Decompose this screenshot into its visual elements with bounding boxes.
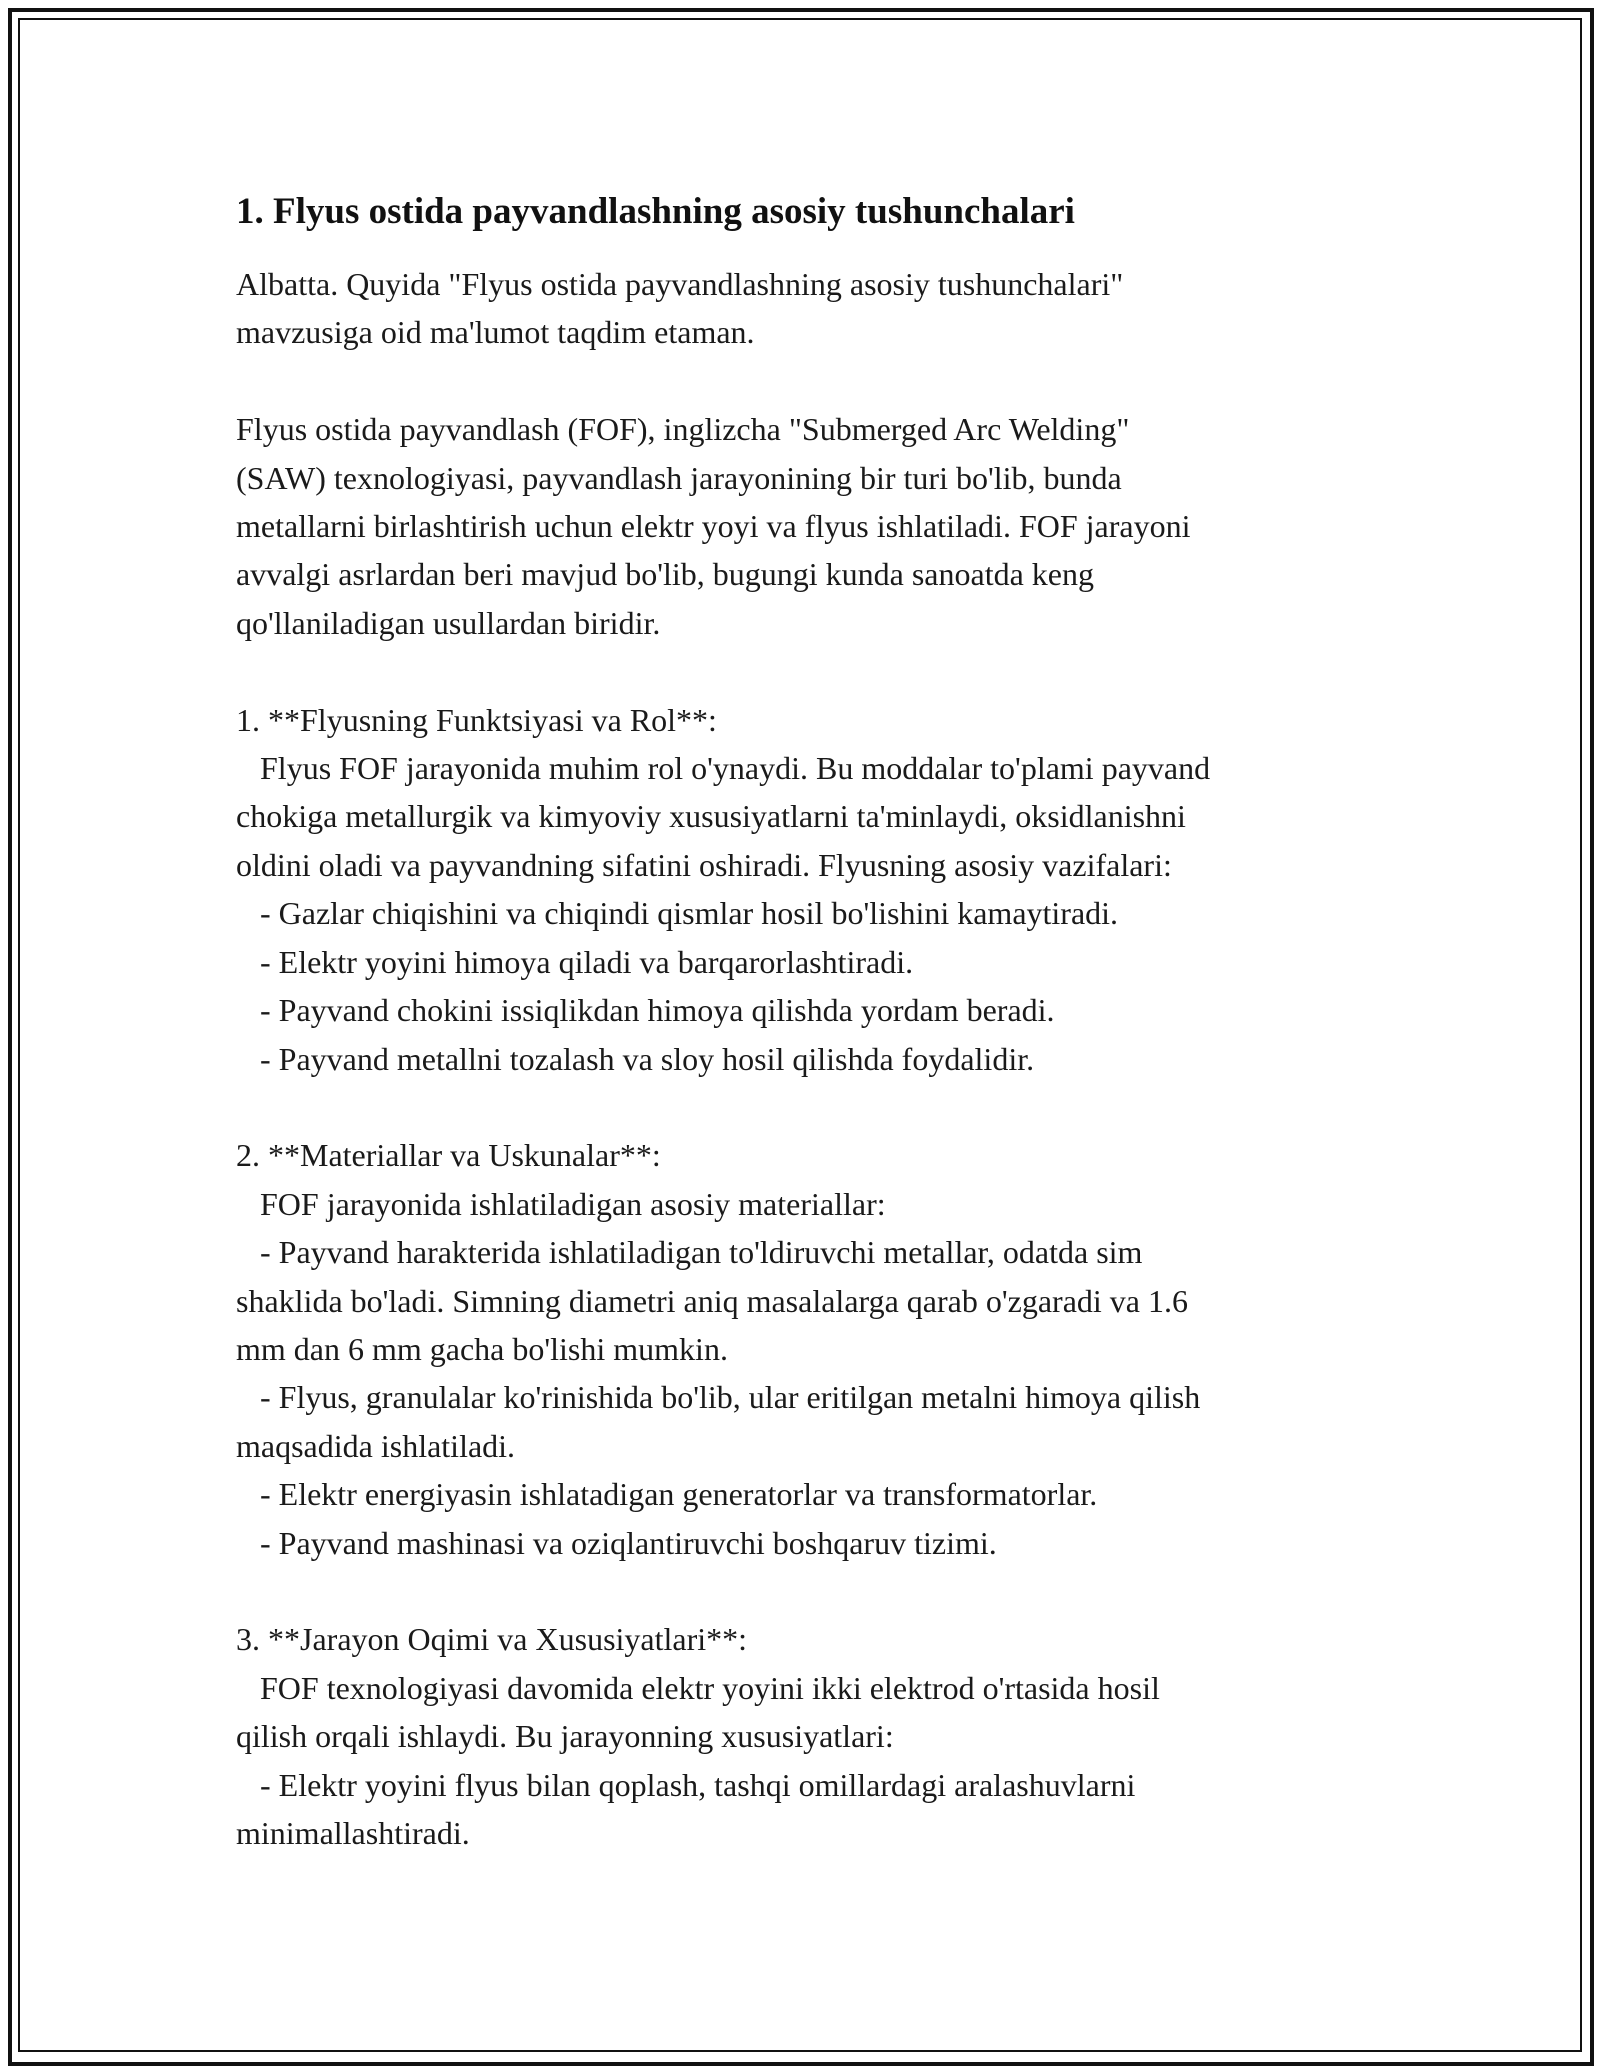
document-body: Albatta. Quyida "Flyus ostida payvandlashning asosiy tushunchalari" mavzusiga oid ma'lumot taqdim etaman. Flyus ostida payvandlash (FOF), inglizcha "Submerged Arc Welding" (SAW) texnologiyasi, payvandlash jarayonining bir turi bo'lib, bunda metallarni birlashtirish uchun elektr yoyi va flyus ishlatiladi. FOF jarayoni avvalgi asrlardan beri mavjud bo'lib, bugungi kunda sanoatda keng qo'llaniladigan usullardan biridir. 1. **Flyusning Funktsiyasi va Rol**: Flyus FOF jarayonida muhim rol o'ynaydi. Bu moddalar to'plami payvand chokiga metallurgik va kimyoviy xususiyatlarni ta'minlaydi, oksidlanishni oldini oladi va payvandning sifatini oshiradi. Flyusning asosiy vazifalari: - Gazlar chiqishini va chiqindi qismlar hosil bo'lishini kamaytiradi. - Elektr yoyini himoya qiladi va barqarorlashtiradi. - Payvand chokini issiqlikdan himoya qilishda yordam beradi. - Payvand metallni tozalash va sloy hosil qilishda foydalidir. 2. **Materiallar va Uskunalar**: FOF jarayonida ishlatiladigan asosiy materiallar: - Payvand harakterida ishlatiladigan to'ldiruvchi metallar, odatda sim shaklida bo'ladi. Simning diametri aniq masalalarga qarab o'zgaradi va 1.6 mm dan 6 mm gacha bo'lishi mumkin. - Flyus, granulalar ko'rinishida bo'lib, ular eritilgan metalni himoya qilish maqsadida ishlatiladi. - Elektr energiyasin ishlatadigan generatorlar va transformatorlar. - Payvand mashinasi va oziqlantiruvchi boshqaruv tizimi. 3. **Jarayon Oqimi va Xususiyatlari**: FOF texnologiyasi davomida elektr yoyini ikki elektrod o'rtasida hosil qilish orqali ishlaydi. Bu jarayonning xususiyatlari: - Elektr yoyini flyus bilan qoplash, tashqi omillardagi aralashuvlarni minimallashtiradi. — [236, 266, 1211, 1851]
document-title: 1. Flyus ostida payvandlashning asosiy tushunchalari — [236, 191, 1075, 232]
document-content — [236, 188, 1386, 1857]
